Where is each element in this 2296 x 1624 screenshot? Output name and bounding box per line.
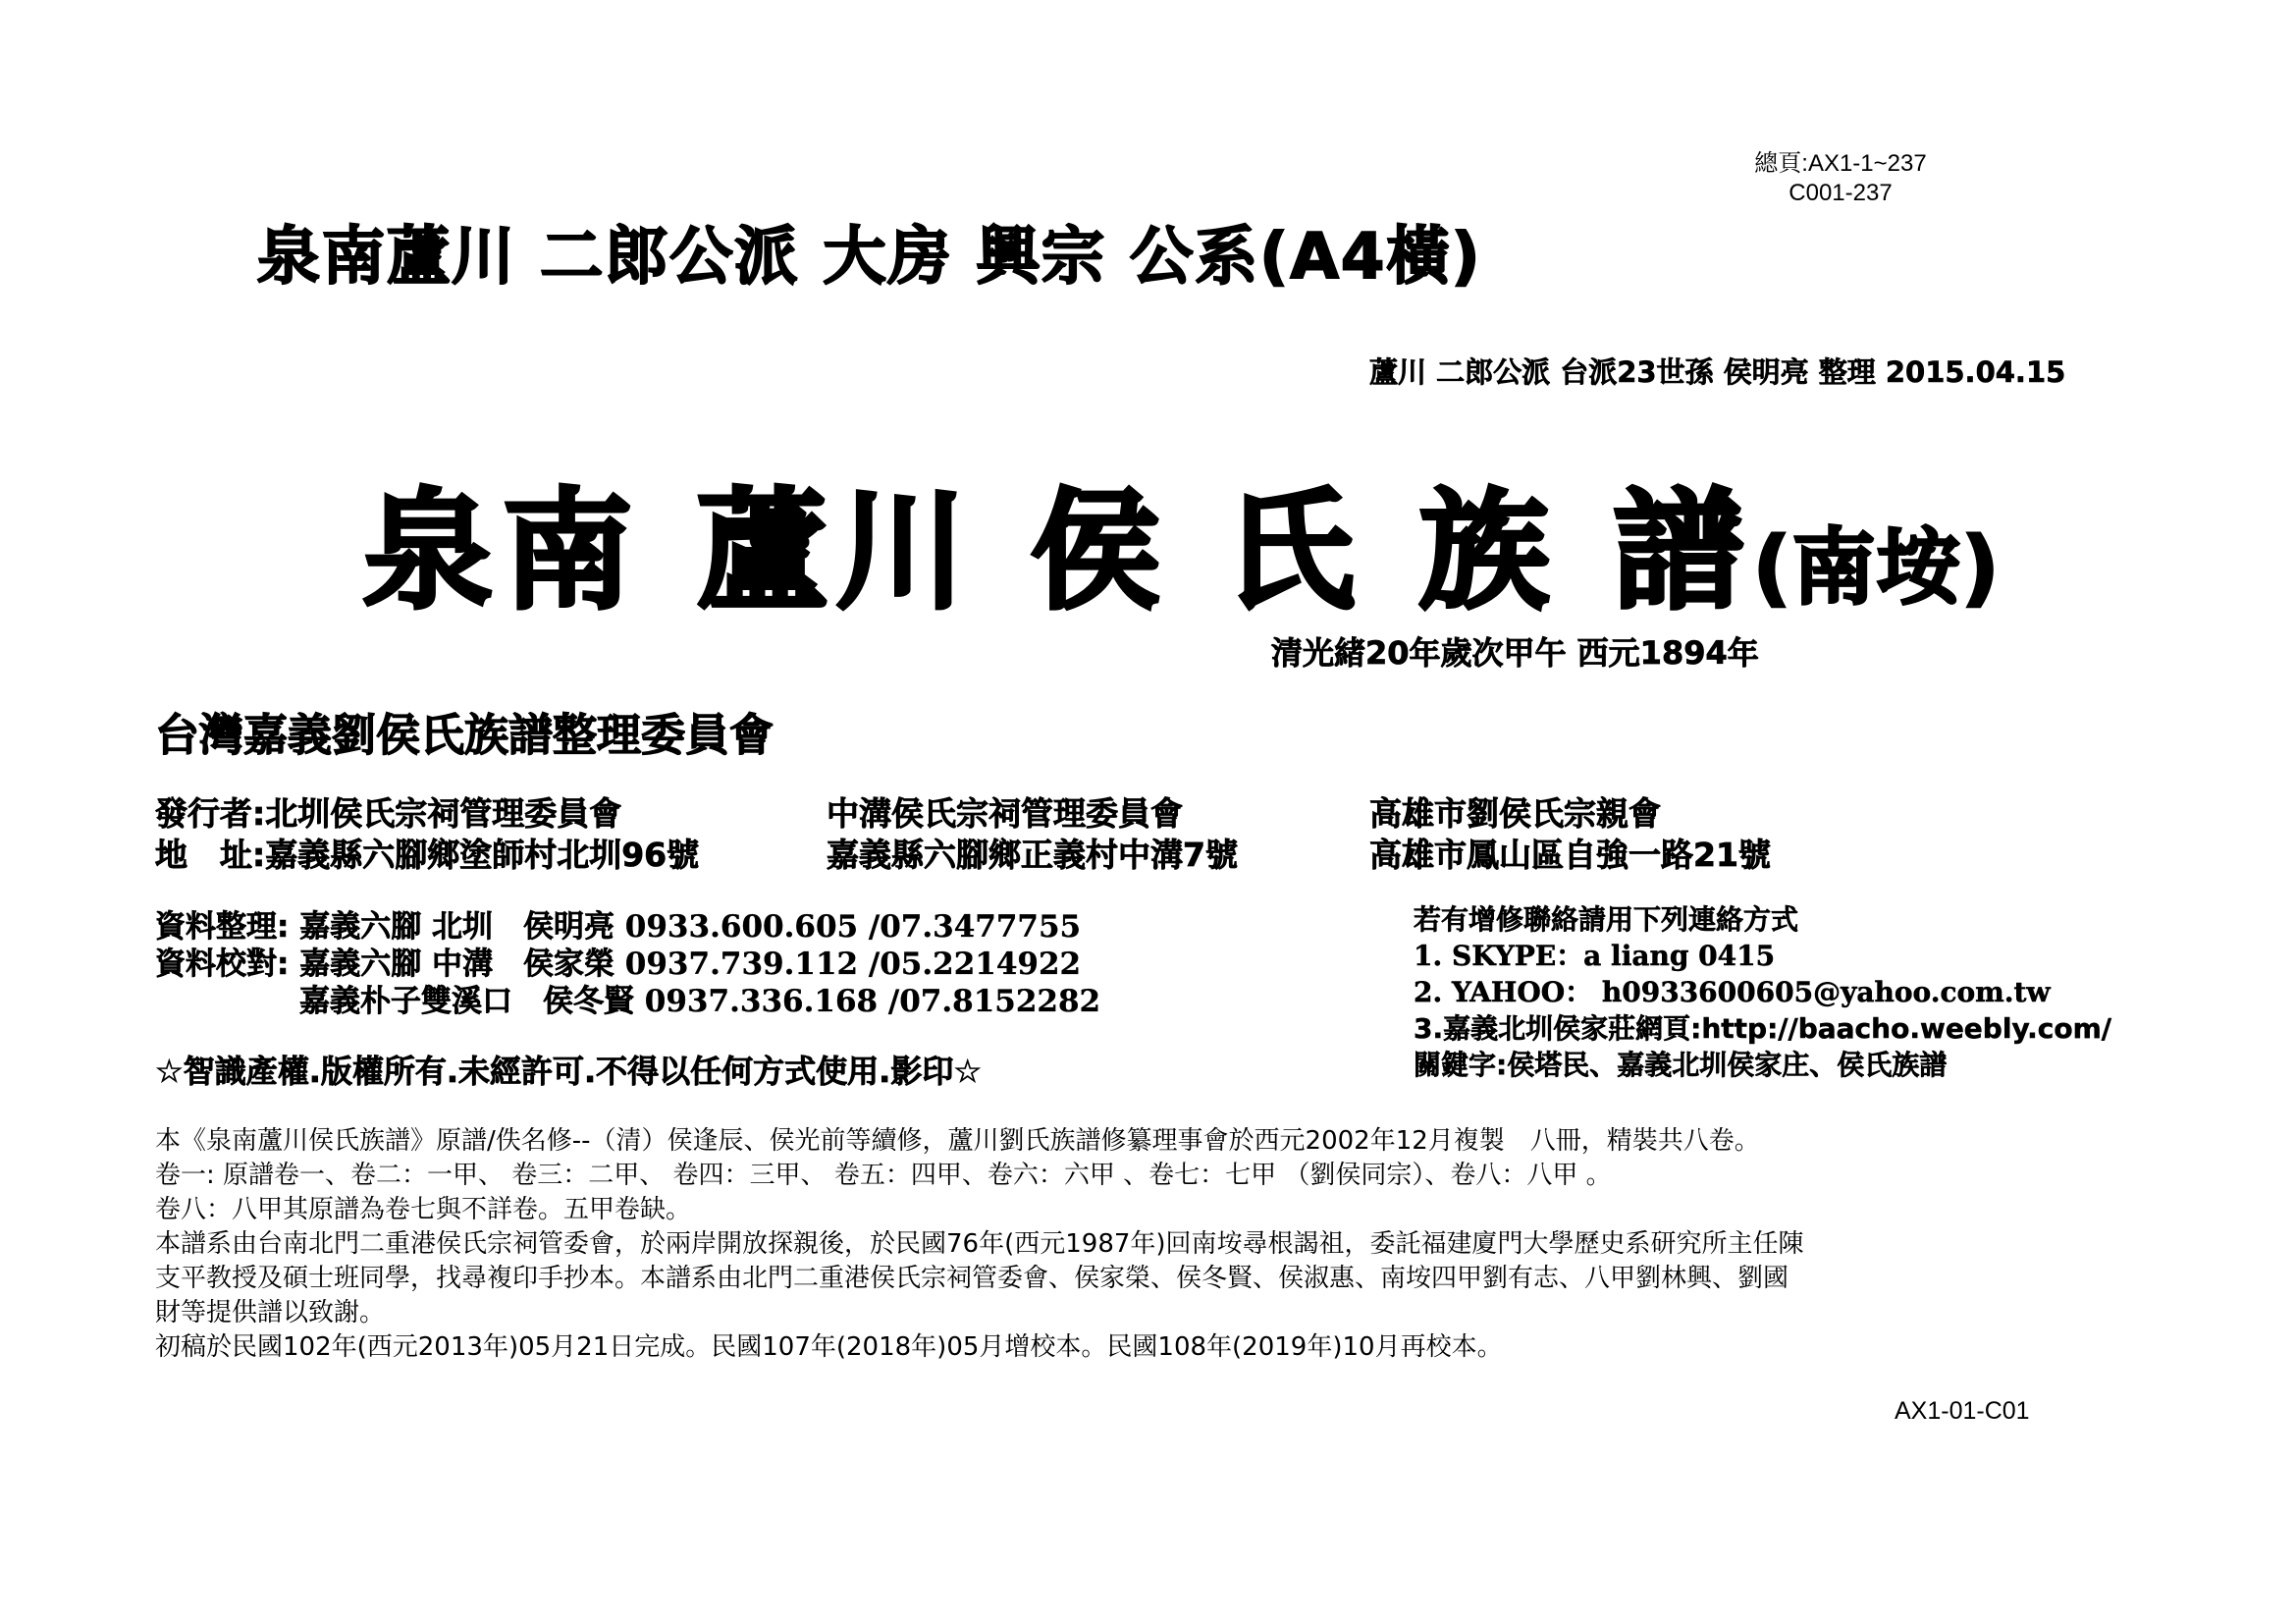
contact-phones: 0933.600.605 /07.3477755 bbox=[624, 909, 1082, 945]
contact-row bbox=[299, 976, 1100, 1020]
committee-name: 台灣嘉義劉侯氏族譜整理委員會 bbox=[155, 709, 774, 761]
contact-name: 侯明亮 bbox=[523, 909, 625, 945]
description-line: 本《泉南蘆川侯氏族譜》原譜/佚名修--（清）侯逢辰、侯光前等續修，蘆川劉氏族譜修纂理事會於西元2002年12月複製 八冊，精裝共八卷。 bbox=[155, 1126, 1760, 1156]
address-3: 高雄市鳳山區自強一路21號 bbox=[1369, 836, 1771, 874]
page-code-label: C001-237 bbox=[1789, 180, 1893, 206]
description-line: 財等提供譜以致謝。 bbox=[155, 1298, 386, 1327]
address-1: 地 址:嘉義縣六腳鄉塗師村北圳96號 bbox=[155, 836, 700, 874]
contact-role: 資料校對: bbox=[155, 947, 300, 982]
website-contact: 3.嘉義北圳侯家莊網頁:http://baacho.weebly.com/ bbox=[1414, 1012, 2111, 1045]
description-line: 本譜系由台南北門二重港侯氏宗祠管委會，於兩岸開放探親後，於民國76年(西元1987年)回南垵尋根謁祖，委託福建廈門大學歷史系研究所主任陳 bbox=[155, 1229, 1804, 1259]
copyright-notice: ☆智識產權.版權所有.未經許可.不得以任何方式使用.影印☆ bbox=[155, 1053, 983, 1090]
skype-contact: 1. SKYPE：a liang 0415 bbox=[1414, 940, 1776, 972]
update-contact-block bbox=[1414, 901, 2111, 1083]
main-title bbox=[363, 447, 2002, 633]
contact-role: 資料整理: bbox=[155, 909, 300, 945]
contact-phones: 0937.336.168 /07.8152282 bbox=[644, 984, 1101, 1019]
contact-place: 嘉義六腳 北圳 bbox=[299, 909, 523, 945]
contact-place: 嘉義朴子雙溪口 bbox=[299, 984, 543, 1019]
compiler-line: 蘆川 二郎公派 台派23世孫 侯明亮 整理 2015.04.15 bbox=[1369, 355, 2066, 389]
update-contact-heading: 若有增修聯絡請用下列連絡方式 bbox=[1414, 903, 1799, 936]
description-line: 初稿於民國102年(西元2013年)05月21日完成。民國107年(2018年)05月增校本。民國108年(2019年)10月再校本。 bbox=[155, 1332, 1503, 1362]
contact-name: 侯家榮 bbox=[523, 947, 625, 982]
description-paragraph bbox=[155, 1124, 1804, 1365]
total-pages-label: 總頁:AX1-1~237 bbox=[1754, 150, 1927, 177]
keywords-line: 關鍵字:侯塔民、嘉義北圳侯家庄、侯氏族譜 bbox=[1414, 1049, 1948, 1081]
address-2: 嘉義縣六腳鄉正義村中溝7號 bbox=[827, 836, 1238, 874]
footer-page-code: AX1-01-C01 bbox=[1895, 1397, 2030, 1425]
description-line: 卷八：八甲其原譜為卷七與不詳卷。五甲卷缺。 bbox=[155, 1195, 692, 1224]
era-line: 清光緒20年歲次甲午 西元1894年 bbox=[1271, 634, 1759, 672]
contact-phones: 0937.739.112 /05.2214922 bbox=[624, 947, 1082, 982]
main-title-sub: (南垵) bbox=[1752, 519, 2002, 616]
publisher-1: 發行者:北圳侯氏宗祠管理委員會 bbox=[155, 794, 622, 833]
description-line: 支平教授及碩士班同學，找尋複印手抄本。本譜系由北門二重港侯氏宗祠管委會、侯家榮、侯冬賢、侯淑惠、南垵四甲劉有志、八甲劉林興、劉國 bbox=[155, 1264, 1789, 1293]
lineage-title: 泉南蘆川 二郎公派 大房 興宗 公系(A4橫) bbox=[257, 221, 1482, 294]
page-reference bbox=[1728, 149, 1953, 208]
contact-place: 嘉義六腳 中溝 bbox=[299, 947, 523, 982]
publisher-2: 中溝侯氏宗祠管理委員會 bbox=[827, 794, 1183, 833]
main-title-text: 泉南 蘆川 侯 氏 族 譜 bbox=[363, 476, 1753, 627]
publisher-3: 高雄市劉侯氏宗親會 bbox=[1369, 794, 1661, 833]
description-line: 卷一: 原譜卷一、卷二：一甲、 卷三：二甲、 卷四：三甲、 卷五：四甲、卷六：六甲 、卷七：七甲 （劉侯同宗）、卷八：八甲 。 bbox=[155, 1161, 1612, 1190]
contact-name: 侯冬賢 bbox=[543, 984, 645, 1019]
yahoo-contact: 2. YAHOO： h0933600605@yahoo.com.tw bbox=[1414, 976, 2051, 1008]
